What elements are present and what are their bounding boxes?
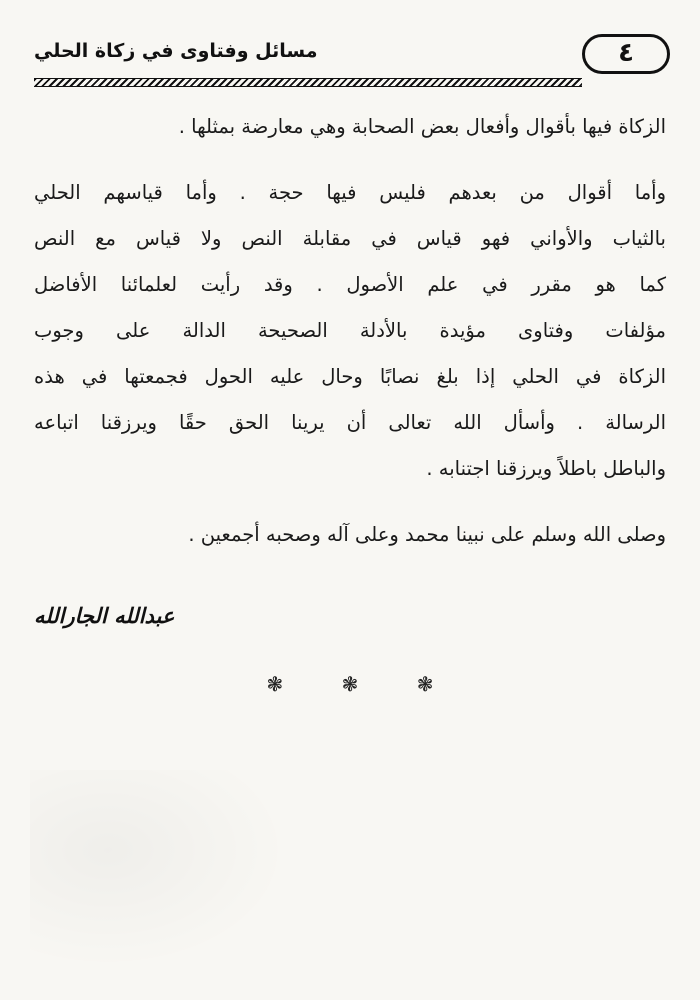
text-line: والباطل باطلاً ويرزقنا اجتنابه . (426, 457, 666, 480)
page-header (34, 28, 670, 98)
section-separator (0, 672, 700, 696)
text-line: بالثياب والأواني فهو قياس في مقابلة النص ولا قياس مع النص (34, 227, 666, 250)
asterism-icon: ❃ (416, 672, 434, 696)
body-text (34, 104, 666, 558)
text-line: وصلى الله وسلم على نبينا محمد وعلى آله وصحبه أجمعين . (188, 523, 666, 546)
asterism-icon: ❃ (341, 672, 359, 696)
page-bleed-through (30, 770, 290, 970)
author-signature: عبدالله الجارالله (34, 604, 175, 628)
running-title: مسائل وفتاوى في زكاة الحلي (34, 40, 318, 62)
text-line: وأما أقوال من بعدهم فليس فيها حجة . وأما قياسهم الحلي (34, 181, 666, 204)
text-line: كما هو مقرر في علم الأصول . وقد رأيت لعلمائنا الأفاضل (34, 273, 666, 296)
text-line: الزكاة فيها بأقوال وأفعال بعض الصحابة وهي معارضة بمثلها . (178, 115, 666, 138)
text-line: الرسالة . وأسأل الله تعالى أن يرينا الحق حقًا ويرزقنا اتباعه (34, 411, 666, 434)
page-number: ٤ (582, 34, 670, 74)
header-rule (34, 78, 582, 87)
asterism-icon: ❃ (266, 672, 284, 696)
text-line: مؤلفات وفتاوى مؤيدة بالأدلة الصحيحة الدالة على وجوب (34, 319, 666, 342)
text-line: الزكاة في الحلي إذا بلغ نصابًا وحال عليه الحول فجمعتها في هذه (34, 365, 666, 388)
